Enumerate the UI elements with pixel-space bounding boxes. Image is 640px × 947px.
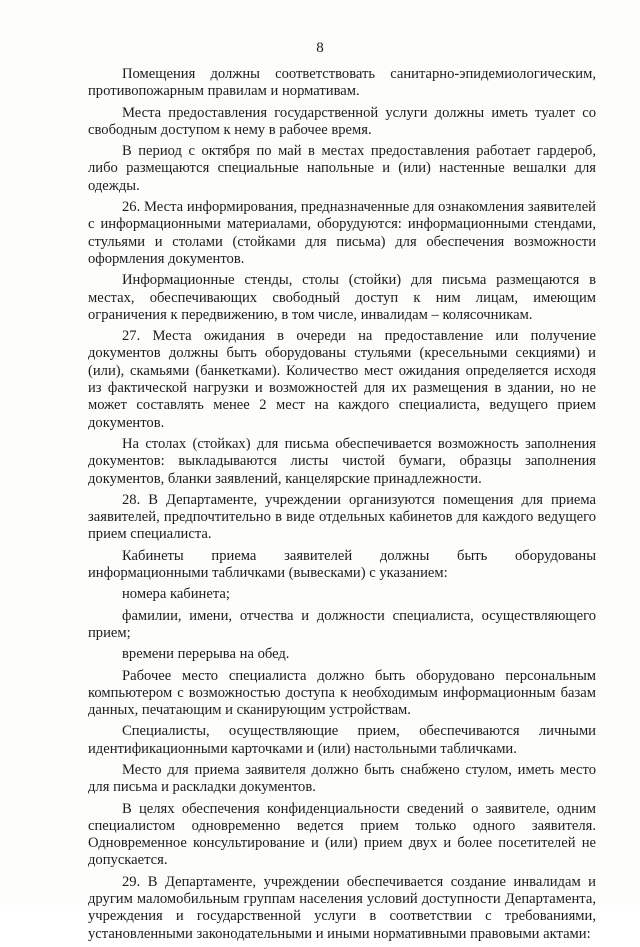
list-entry: номера кабинета; — [122, 586, 230, 603]
paragraph: Специалисты, осуществляющие прием, обеспечиваются личными идентификационными карточками и (или) настольными табличками. — [88, 723, 596, 757]
paragraph: Кабинеты приема заявителей должны быть оборудованы информационными табличками (вывесками) с указанием: — [88, 547, 596, 582]
paragraph: Помещения должны соответствовать санитарно-эпидемиологическим, противопожарным правилам и нормативам. — [88, 66, 596, 100]
paragraph: Информационные стенды, столы (стойки) для письма размещаются в местах, обеспечивающих свободный доступ к ним лицам, имеющим ограничения к передвижению, в том числе, инвалидам – колясочникам. — [88, 272, 596, 323]
paragraph: В период с октября по май в местах предоставления работает гардероб, либо размещаются специальные напольные и (или) настенные вешалки для одежды. — [88, 143, 596, 194]
document-body — [88, 66, 596, 947]
list-entry: времени перерыва на обед. — [122, 646, 290, 663]
list-entry: фамилии, имени, отчества и должности специалиста, осуществляющего прием; — [88, 607, 596, 641]
paragraph: На столах (стойках) для письма обеспечивается возможность заполнения документов: выкладываются листы чистой бумаги, образцы заполнения документов, бланки заявлений, канцелярские принадлежности. — [88, 435, 596, 487]
paragraph-item-29: 29. В Департаменте, учреждении обеспечивается создание инвалидам и другим маломобильным группам населения условий доступности Департамента, учреждения и государственной услуги в соответствии с требованиями, установленными законодательными и иными нормативными правовыми актами: — [88, 873, 596, 942]
paragraph: В целях обеспечения конфиденциальности сведений о заявителе, одним специалистом одновременно ведется прием только одного заявителя. Одновременное консультирование и (или) прием двух и более посетителей не допускается. — [88, 800, 596, 869]
paragraph: Место для приема заявителя должно быть снабжено стулом, иметь место для письма и раскладки документов. — [88, 761, 596, 796]
paragraph-item-28: 28. В Департаменте, учреждении организуются помещения для приема заявителей, предпочтительно в виде отдельных кабинетов для каждого ведущего прием специалиста. — [88, 491, 596, 543]
paragraph: Рабочее место специалиста должно быть оборудовано персональным компьютером с возможностью доступа к необходимым информационным базам данных, печатающим и сканирующим устройствам. — [88, 667, 596, 719]
page-number: 8 — [316, 40, 324, 56]
paragraph-item-26: 26. Места информирования, предназначенные для ознакомления заявителей с информационными материалами, оборудуются: информационными стендами, стульями и столами (стойками для письма) для обеспечения возможности оформления документов. — [88, 199, 596, 267]
paragraph-item-27: 27. Места ожидания в очереди на предоставление или получение документов должны быть оборудованы стульями (кресельными секциями) и (или), скамьями (банкетками). Количество мест ожидания определяется исходя из фактической нагрузки и возможностей для их размещения в здании, но не может составлять менее 2 мест на каждого специалиста, ведущего прием документов. — [88, 328, 596, 431]
paragraph: Места предоставления государственной услуги должны иметь туалет со свободным доступом к нему в рабочее время. — [88, 104, 596, 138]
